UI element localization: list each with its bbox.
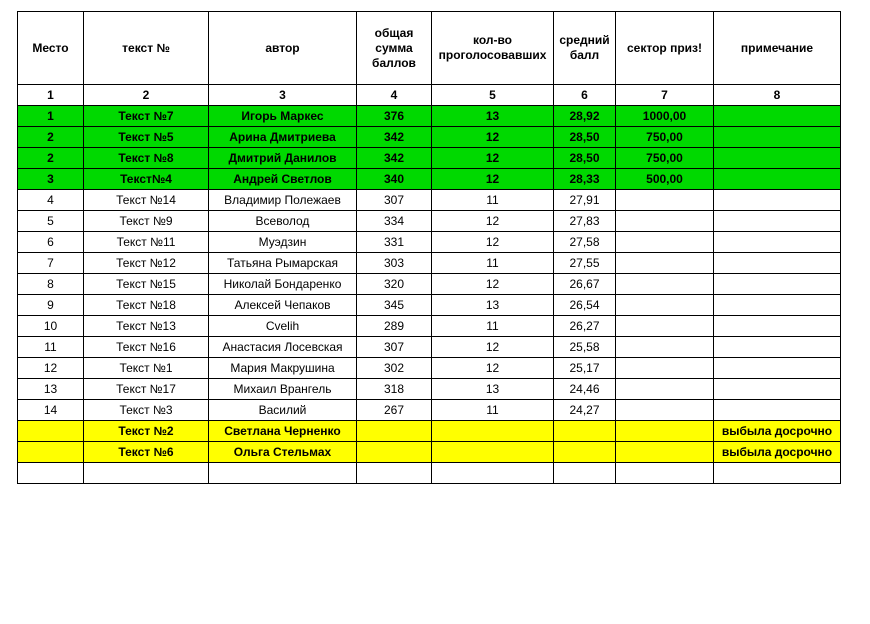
cell-voter-count: 11	[432, 253, 554, 274]
cell-voter-count: 13	[432, 379, 554, 400]
cell-note	[714, 190, 841, 211]
column-number-1: 1	[18, 85, 84, 106]
table-header-row	[18, 12, 841, 85]
cell-note	[714, 379, 841, 400]
cell-note	[714, 148, 841, 169]
cell-note: выбыла досрочно	[714, 442, 841, 463]
cell-note	[714, 274, 841, 295]
cell-total-points	[357, 421, 432, 442]
cell-text-number: Текст №15	[84, 274, 209, 295]
cell-note	[714, 232, 841, 253]
cell-author: Игорь Маркес	[209, 106, 357, 127]
cell-place: 14	[18, 400, 84, 421]
cell-text-number: Текст №1	[84, 358, 209, 379]
cell-author: Всеволод	[209, 211, 357, 232]
cell-prize	[616, 190, 714, 211]
cell-place	[18, 442, 84, 463]
cell-average-score: 26,67	[554, 274, 616, 295]
cell-text-number: Текст №12	[84, 253, 209, 274]
cell-note	[714, 337, 841, 358]
cell-total-points: 289	[357, 316, 432, 337]
cell-average-score	[554, 421, 616, 442]
cell-author: Алексей Чепаков	[209, 295, 357, 316]
cell-prize: 1000,00	[616, 106, 714, 127]
cell-author: Дмитрий Данилов	[209, 148, 357, 169]
header-cell-text-number: текст №	[84, 12, 209, 85]
column-number-5: 5	[432, 85, 554, 106]
cell-place: 2	[18, 148, 84, 169]
cell-place: 3	[18, 169, 84, 190]
cell-note	[714, 253, 841, 274]
cell-total-points: 340	[357, 169, 432, 190]
cell-average-score: 24,27	[554, 400, 616, 421]
cell-prize	[616, 463, 714, 484]
cell-place: 13	[18, 379, 84, 400]
cell-author: Светлана Черненко	[209, 421, 357, 442]
cell-note	[714, 316, 841, 337]
cell-prize	[616, 232, 714, 253]
cell-note	[714, 106, 841, 127]
cell-total-points: 307	[357, 337, 432, 358]
cell-text-number	[84, 463, 209, 484]
cell-note	[714, 211, 841, 232]
cell-place: 2	[18, 127, 84, 148]
cell-author: Арина Дмитриева	[209, 127, 357, 148]
table-row	[18, 358, 841, 379]
column-number-6: 6	[554, 85, 616, 106]
cell-average-score: 28,50	[554, 148, 616, 169]
cell-total-points: 334	[357, 211, 432, 232]
cell-prize	[616, 358, 714, 379]
table-row	[18, 316, 841, 337]
cell-voter-count: 11	[432, 190, 554, 211]
cell-prize	[616, 274, 714, 295]
cell-average-score	[554, 442, 616, 463]
cell-average-score: 27,58	[554, 232, 616, 253]
header-cell-voter-count: кол-во проголосовавших	[432, 12, 554, 85]
cell-voter-count: 12	[432, 337, 554, 358]
cell-place	[18, 421, 84, 442]
table-row	[18, 274, 841, 295]
cell-average-score: 25,58	[554, 337, 616, 358]
table-row	[18, 442, 841, 463]
column-number-7: 7	[616, 85, 714, 106]
cell-prize: 750,00	[616, 148, 714, 169]
cell-prize	[616, 253, 714, 274]
cell-average-score: 27,55	[554, 253, 616, 274]
cell-place: 12	[18, 358, 84, 379]
cell-text-number: Текст №8	[84, 148, 209, 169]
cell-voter-count	[432, 442, 554, 463]
column-number-3: 3	[209, 85, 357, 106]
header-cell-average-score: средний балл	[554, 12, 616, 85]
cell-note	[714, 169, 841, 190]
table-row	[18, 463, 841, 484]
cell-total-points	[357, 442, 432, 463]
cell-voter-count: 12	[432, 148, 554, 169]
cell-place: 11	[18, 337, 84, 358]
cell-average-score: 26,27	[554, 316, 616, 337]
cell-author: Ольга Стельмах	[209, 442, 357, 463]
cell-text-number: Текст №9	[84, 211, 209, 232]
table-row	[18, 148, 841, 169]
header-cell-total-points: общая сумма баллов	[357, 12, 432, 85]
cell-author: Муэдзин	[209, 232, 357, 253]
cell-total-points: 342	[357, 127, 432, 148]
cell-prize	[616, 400, 714, 421]
cell-author: Василий	[209, 400, 357, 421]
cell-text-number: Текст №13	[84, 316, 209, 337]
cell-total-points: 320	[357, 274, 432, 295]
cell-total-points: 376	[357, 106, 432, 127]
table-row	[18, 127, 841, 148]
cell-author: Михаил Врангель	[209, 379, 357, 400]
cell-place	[18, 463, 84, 484]
header-cell-note: примечание	[714, 12, 841, 85]
cell-note	[714, 127, 841, 148]
cell-author: Андрей Светлов	[209, 169, 357, 190]
cell-note	[714, 400, 841, 421]
cell-author: Cvelih	[209, 316, 357, 337]
cell-total-points: 318	[357, 379, 432, 400]
cell-voter-count: 11	[432, 316, 554, 337]
cell-prize	[616, 337, 714, 358]
cell-note	[714, 463, 841, 484]
cell-prize: 500,00	[616, 169, 714, 190]
table-row	[18, 379, 841, 400]
cell-voter-count	[432, 463, 554, 484]
cell-average-score: 28,33	[554, 169, 616, 190]
table-row	[18, 169, 841, 190]
cell-place: 1	[18, 106, 84, 127]
cell-average-score: 26,54	[554, 295, 616, 316]
table-body	[18, 12, 841, 484]
header-cell-place: Место	[18, 12, 84, 85]
cell-prize	[616, 211, 714, 232]
cell-total-points: 345	[357, 295, 432, 316]
cell-prize	[616, 316, 714, 337]
cell-text-number: Текст №2	[84, 421, 209, 442]
cell-total-points	[357, 463, 432, 484]
results-spreadsheet	[17, 11, 841, 484]
cell-average-score: 27,83	[554, 211, 616, 232]
cell-place: 9	[18, 295, 84, 316]
cell-average-score: 27,91	[554, 190, 616, 211]
column-number-8: 8	[714, 85, 841, 106]
cell-prize	[616, 379, 714, 400]
cell-place: 4	[18, 190, 84, 211]
table-row	[18, 106, 841, 127]
cell-author: Владимир Полежаев	[209, 190, 357, 211]
cell-place: 5	[18, 211, 84, 232]
cell-voter-count: 13	[432, 295, 554, 316]
table-row	[18, 400, 841, 421]
cell-voter-count: 12	[432, 358, 554, 379]
table-row	[18, 421, 841, 442]
cell-prize	[616, 421, 714, 442]
header-cell-author: автор	[209, 12, 357, 85]
cell-place: 10	[18, 316, 84, 337]
cell-note	[714, 358, 841, 379]
cell-average-score: 25,17	[554, 358, 616, 379]
cell-voter-count: 12	[432, 232, 554, 253]
cell-text-number: Текст №6	[84, 442, 209, 463]
cell-text-number: Текст №18	[84, 295, 209, 316]
cell-total-points: 307	[357, 190, 432, 211]
cell-author	[209, 463, 357, 484]
table-row	[18, 211, 841, 232]
cell-place: 6	[18, 232, 84, 253]
table-row	[18, 232, 841, 253]
cell-voter-count: 13	[432, 106, 554, 127]
cell-voter-count: 12	[432, 274, 554, 295]
cell-note: выбыла досрочно	[714, 421, 841, 442]
cell-note	[714, 295, 841, 316]
cell-place: 7	[18, 253, 84, 274]
cell-text-number: Текст №16	[84, 337, 209, 358]
cell-voter-count: 12	[432, 127, 554, 148]
table-row	[18, 253, 841, 274]
cell-place: 8	[18, 274, 84, 295]
cell-average-score: 24,46	[554, 379, 616, 400]
table-row	[18, 295, 841, 316]
cell-total-points: 331	[357, 232, 432, 253]
cell-author: Анастасия Лосевская	[209, 337, 357, 358]
cell-voter-count: 12	[432, 169, 554, 190]
cell-text-number: Текст №7	[84, 106, 209, 127]
table-row	[18, 190, 841, 211]
cell-voter-count: 11	[432, 400, 554, 421]
cell-voter-count	[432, 421, 554, 442]
cell-average-score: 28,50	[554, 127, 616, 148]
cell-text-number: Текст№4	[84, 169, 209, 190]
cell-text-number: Текст №5	[84, 127, 209, 148]
cell-text-number: Текст №14	[84, 190, 209, 211]
cell-author: Мария Макрушина	[209, 358, 357, 379]
cell-author: Татьяна Рымарская	[209, 253, 357, 274]
cell-prize: 750,00	[616, 127, 714, 148]
cell-total-points: 303	[357, 253, 432, 274]
cell-average-score: 28,92	[554, 106, 616, 127]
cell-total-points: 267	[357, 400, 432, 421]
cell-text-number: Текст №17	[84, 379, 209, 400]
cell-voter-count: 12	[432, 211, 554, 232]
cell-total-points: 302	[357, 358, 432, 379]
cell-total-points: 342	[357, 148, 432, 169]
cell-author: Николай Бондаренко	[209, 274, 357, 295]
column-number-2: 2	[84, 85, 209, 106]
results-table	[17, 11, 841, 484]
cell-average-score	[554, 463, 616, 484]
column-number-4: 4	[357, 85, 432, 106]
cell-prize	[616, 295, 714, 316]
table-row	[18, 337, 841, 358]
cell-text-number: Текст №11	[84, 232, 209, 253]
column-number-row	[18, 85, 841, 106]
cell-text-number: Текст №3	[84, 400, 209, 421]
header-cell-prize-sector: сектор приз!	[616, 12, 714, 85]
cell-prize	[616, 442, 714, 463]
